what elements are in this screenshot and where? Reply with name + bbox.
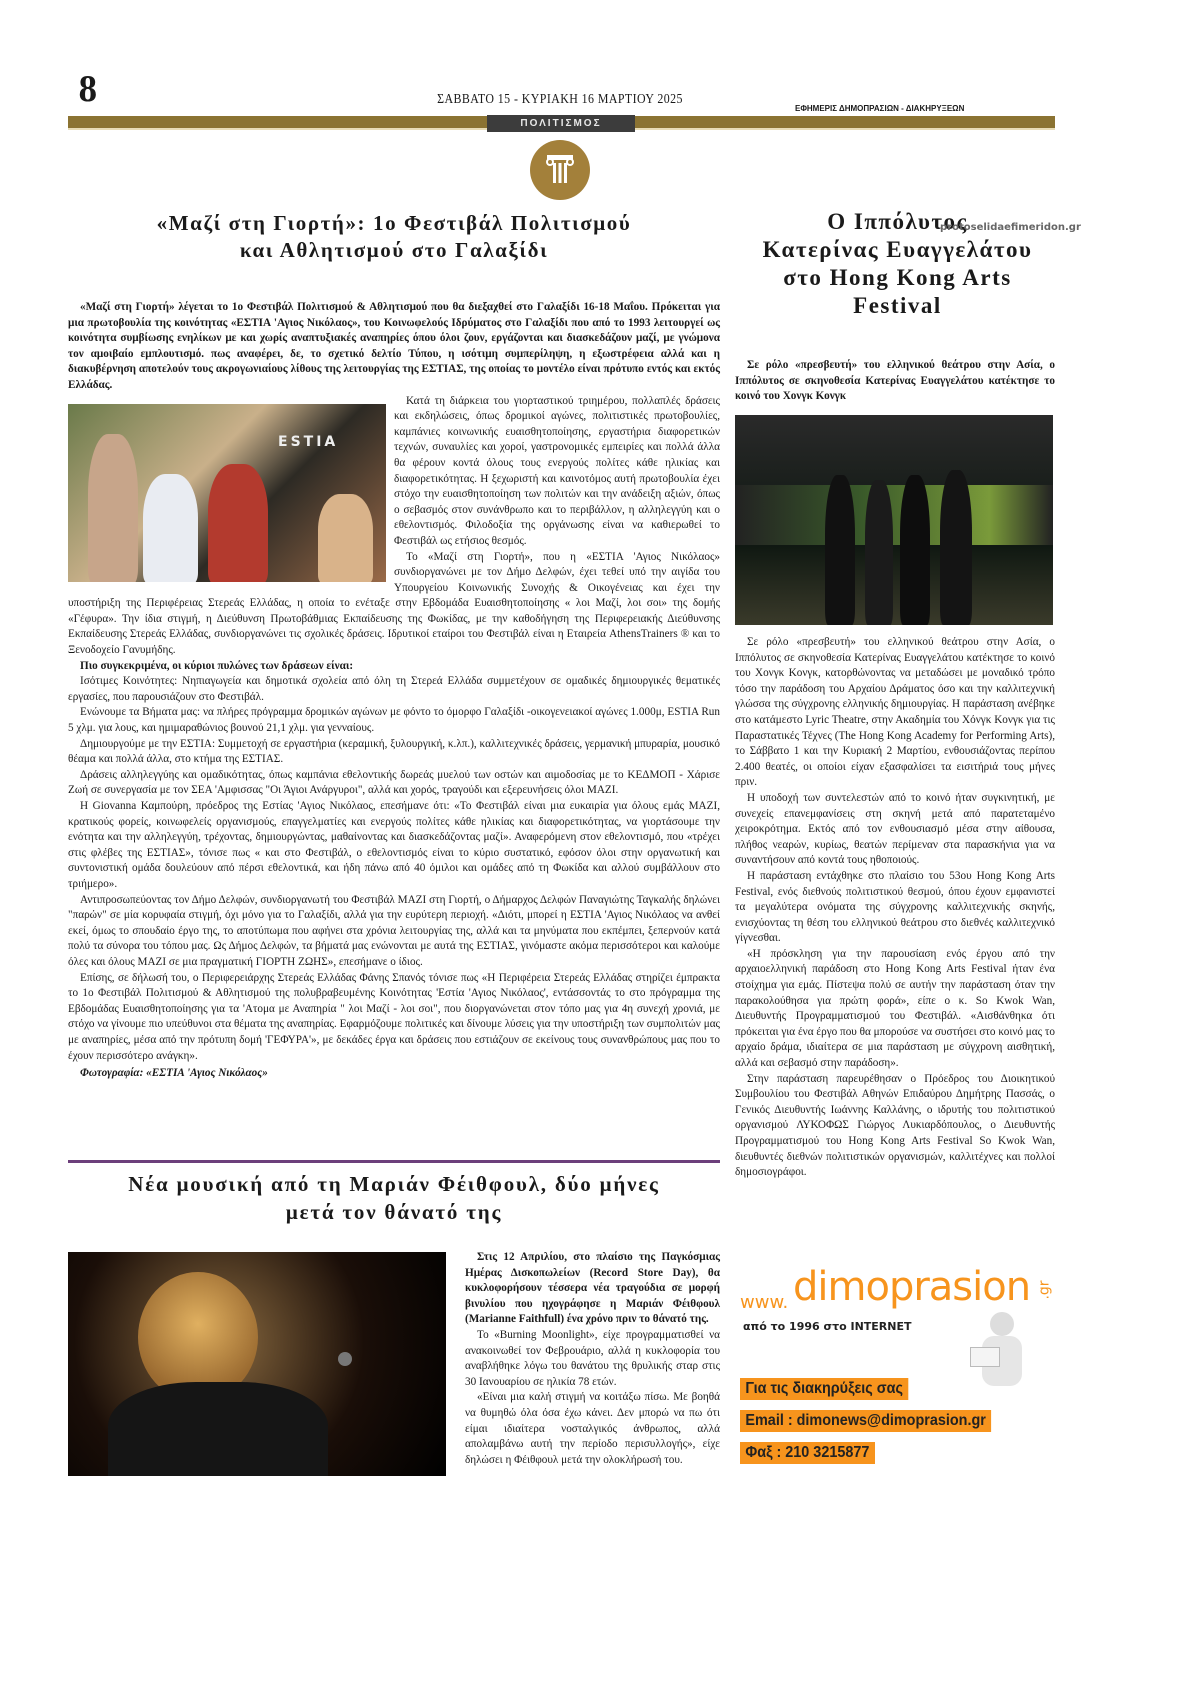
marianne-faithfull-photo xyxy=(68,1252,446,1476)
article1-paragraph: Επίσης, σε δήλωσή του, ο Περιφερειάρχης Στερεάς Ελλάδας Φάνης Σπανός τόνισε πως «Η Περιφέρεια Στερεάς Ελλάδας στηρίζει έμπρακτα το 1ο Φεστιβάλ Πολιτισμού & Αθλητισμού της πολυβραβευμένης Κοινότητας 'Εστία 'Αγιος Νικόλαος', εντάσσοντάς το στο πρόγραμμα της Εβδομάδας Ευαισθητοποίησης για τα 'Ατομα με Αναπηρία " λοι Μαζί - λοι σοι", που διοργανώνεται στον τόπο μας για 4η συνεχή χρονιά, με στόχο να γίνουμε πιο υπεύθυνοι στα θέματα της αναπηρίας. Εφαρμόζουμε πολιτικές και δίνουμε λύσεις για την υποστήριξη των συμπολιτών μας με αναπηρίες, μέσα από την πρότυπη δομή 'ΓΕΦΥΡΑ'», με δεκάδες έργα και δράσεις που εστιάζουν σε εκείνους τους συνανθρώπους μας που το έχουν περισσότερο ανάγκη». xyxy=(68,971,720,1062)
article2-paragraph: «Είναι μια καλή στιγμή να κοιτάξω πίσω. Με βοηθά να θυμηθώ όλα όσα έχω κάνει. Δεν μπορώ να πω ότι είμαι ιδιαίτερα νοσταλγικός άνθρωπος, αλλά απολαμβάνω αυτή την περίοδο περισυλλογής», είχε δηλώσει η Φέιθφουλ μετά την ολοκλήρωσή του. xyxy=(465,1391,720,1466)
ad-fax: Φαξ : 210 3215877 xyxy=(740,1442,875,1464)
ad-tagline: Για τις διακηρύξεις σας xyxy=(740,1378,908,1400)
article3-paragraph: Η παράσταση εντάχθηκε στο πλαίσιο του 53ου Hong Kong Arts Festival, ενός διεθνούς πολιτιστικού θεσμού, όπου έχουν εμφανιστεί τα μεγαλύτερα ονόματα της σύγχρονης καλλιτεχνικής σκηνής, ενισχύοντας τη θέση του ελληνικού θεάτρου στο διεθνές καλλιτεχνικό γίγνεσθαι. xyxy=(735,869,1055,945)
watermark: protoselidaefimeridon.gr xyxy=(940,222,1081,233)
article1-lead: «Μαζί στη Γιορτή» λέγεται το 1ο Φεστιβάλ Πολιτισμού & Αθλητισμού που θα διεξαχθεί στο Γαλαξίδι 16-18 Μαΐου. Πρόκειται για μια πρωτοβουλία της κοινότητας «ΕΣΤΙΑ 'Αγιος Νικόλαος», του Κοινωφελούς Ιδρύματος στο Γαλαξίδι που από το 1993 λειτουργεί ως κοινότητα συμβίωσης ενηλίκων με και χωρίς αναπτυξιακές αναπηρίες όπου όλοι ζουν, εργάζονται και διασκεδάζουν μαζί, με γνώμονα τον αμοιβαίο εμπλουτισμό. πως αναφέρει, δε, το σχετικό δελτίο Τύπου, η ισότιμη συμπερίληψη, η εξωστρέφεια αλλά και η διακυβέρνηση αποτελούν τους ακρογωνιαίους λίθους της λειτουργίας της ΕΣΤΙΑΣ, της οποίας το μοντέλο είναι πρότυπο εντός και εκτός Ελλάδας. xyxy=(68,301,720,391)
article1-body xyxy=(68,300,720,1082)
ad-tld: .gr xyxy=(1036,1280,1053,1300)
ad-email[interactable]: Email : dimonews@dimoprasion.gr xyxy=(740,1410,991,1432)
estia-logo: ESTIA xyxy=(278,433,339,450)
article2-headline: Νέα μουσική από τη Μαριάν Φέιθφουλ, δύο μήνες μετά τον θάνατό της xyxy=(128,1172,660,1224)
article3-lead-text: Σε ρόλο «πρεσβευτή» του ελληνικού θεάτρου στην Ασία, ο Ιππόλυτος σε σκηνοθεσία Κατερίνας Ευαγγελάτου κατέκτησε το κοινό του Χονγκ Κονγκ xyxy=(735,359,1055,403)
article3-lead xyxy=(735,358,1055,405)
article3-paragraph: Σε ρόλο «πρεσβευτή» του ελληνικού θεάτρου στην Ασία, ο Ιππόλυτος σε σκηνοθεσία Κατερίνας Ευαγγελάτου κατέκτησε το κοινό του Χονγκ Κονγκ, κατορθώνοντας να μεταδώσει με μοναδικό τρόπο τόσο την παράδοση του Αρχαίου Δράματος όσο και την καλλιτεχνική γλώσσα της σύγχρονης ελληνικής δημιουργίας. Η παράσταση ανέβηκε στο κατάμεστο Lyric Theatre, στην Ακαδημία του Χόνγκ Κονγκ για τις Παραστατικές Τέχνες (The Hong Kong Academy for Performing Arts), το Σάββατο 1 και την Κυριακή 2 Μαρτίου, ενθουσιάζοντας περίπου 2.400 θεατές, οι οποίοι είχαν εξασφαλίσει τα εισιτήριά τους μήνες πριν. xyxy=(735,636,1055,789)
masthead: ΕΦΗΜΕΡΙΣ ΔΗΜΟΠΡΑΣΙΩΝ - ΔΙΑΚΗΡΥΞΕΩΝ xyxy=(795,104,965,113)
article1-paragraph: Δημιουργούμε με την ΕΣΤΙΑ: Συμμετοχή σε εργαστήρια (κεραμική, ξυλουργική, κ.λπ.), καλλιτεχνικές δράσεις, γερμανική μπυραρία, μουσικό θέαμα και πολλά άλλα, στο κτήμα της ΕΣΤΙΑΣ. xyxy=(68,737,720,766)
article1-paragraph: Δράσεις αλληλεγγύης και ομαδικότητας, όπως καμπάνια εθελοντικής δωρεάς μυελού των οστών και αιμοδοσίας με το ΚΕΔΜΟΠ - Χάρισε Ζωή σε συνεργασία με τον ΣΕΑ 'Αμφισσας "Οι Άγιοι Ανάργυροι", αλλά και χορός, τραγούδι και εξερευνήσεις όλοι ΜΑΖΙ. xyxy=(68,768,720,797)
divider xyxy=(68,1160,720,1163)
article3-body xyxy=(735,635,1055,1181)
ad-www: www. xyxy=(740,1292,789,1313)
article2-paragraph: Το «Burning Moonlight», είχε προγραμματισθεί να ανακοινωθεί τον Φεβρουάριο, αλλά η κυκλοφορία του αναβλήθηκε λόγω του θανάτου της θρυλικής σταρ στις 30 Ιανουαρίου σε ηλικία 78 ετών. xyxy=(465,1328,720,1388)
article1-paragraph: Ισότιμες Κοινότητες: Νηπιαγωγεία και δημοτικά σχολεία από όλη τη Στερεά Ελλάδα συμμετέχουν σε ομαδικές δημιουργικές θεματικές εργασίες, που παρουσιάζουν στο Φεστιβάλ. xyxy=(68,675,720,703)
article3-headline: Ο Ιππόλυτος Κατερίνας Ευαγγελάτου στο Hong Kong Arts Festival xyxy=(762,209,1033,318)
hippolytus-photo xyxy=(735,415,1053,625)
dimoprasion-advertisement[interactable] xyxy=(735,1262,1055,1477)
article1-paragraph: Το «Μαζί στη Γιορτή», που η «ΕΣΤΙΑ 'Αγιος Νικόλαος» συνδιοργανώνει με τον Δήμο Δελφών, έχει τεθεί υπό την αιγίδα του Υπουργείου Κοινωνικής Συνοχής & Οικογένειας και έχει την υποστήριξη της Περιφέρειας Στερεάς Ελλάδας, η οποία το ενέταξε στην Εβδομάδα Ευαισθητοποίησης « λοι Μαζί, λοι σοι» της δομής «Γέφυρα». Την ίδια στιγμή, η Διεύθυνση Πρωτοβάθμιας Εκπαίδευσης της Φωκίδας, με την καθοδήγηση της Περιφερειακής Διεύθυνσης Εκπαίδευσης Στερεάς Ελλάδας, συνδιοργανώνει τις σχολικές δράσεις. Ιδρυτικοί εταίροι του Φεστιβάλ είναι η Εταιρεία AthensTrainers ® και το Ξενοδοχείο Γανυμήδης. xyxy=(68,550,720,657)
article3-paragraph: Στην παράσταση παρευρέθησαν ο Πρόεδρος του Διοικητικού Συμβουλίου του Φεστιβάλ Αθηνών Επιδαύρου Δημήτρης Πασσάς, ο Γενικός Διευθυντής Ιωάννης Καλλάνης, ο ιδρυτής του πολιτιστικού οργανισμού ΛΥΚΟΦΩΣ Γιώργος Λυκιαρδόπουλος, ο Διευθυντής Προγραμματισμού του Hong Kong Arts Festival So Kwok Wan, διευθυντές διεθνών πολιτιστικών οργανισμών, καλλιτέχνες και πολλοί δημοσιογράφοι. xyxy=(735,1072,1055,1179)
section-label: ΠΟΛΙΤΙΣΜΟΣ xyxy=(487,115,635,132)
ad-brand: dimoprasion xyxy=(793,1264,1031,1310)
festival-photo xyxy=(68,404,386,582)
photo-credit: Φωτογραφία: «ΕΣΤΙΑ 'Αγιος Νικόλαος» xyxy=(80,1067,268,1080)
article1-paragraph: Αντιπροσωπεύοντας τον Δήμο Δελφών, συνδιοργανωτή του Φεστιβάλ ΜΑΖΙ στη Γιορτή, ο Δήμαρχος Δελφών Παναγιώτης Ταγκαλής δηλώνει "παρών" σε μία κορυφαία στιγμή, όχι μόνο για το Γαλαξίδι, αλλά για την ευρύτερη περιοχή. «Διότι, μπορεί η ΕΣΤΙΑ 'Αγιος Νικόλαος να ανθεί εκεί, όμως το σπουδαίο έργο της, το αποτύπωμα που αφήνει στα χρόνια λειτουργίας της, αλλά και τα μηνύματα που εκπέμπει, ξεπερνούν κατά πολύ τα σύνορα του τόπου μας. Ως Δήμος Δελφών, τα βήματά μας ενώνονται με αυτά της ΕΣΤΙΑΣ, γινόμαστε ακόμα περισσότεροι και καλούμε όλες και όλους ΜΑΖΙ σε μια πραγματική ΓΙΟΡΤΗ ΖΩΗΣ», επεσήμανε ο ίδιος. xyxy=(68,893,720,968)
article1-paragraph: Ενώνουμε τα Βήματα μας: να πλήρες πρόγραμμα δρομικών αγώνων με φόντο το όμορφο Γαλαξίδι -οικογενειακοί αγώνες 1.000μ, ESTIA Run 5 χλμ. για λους, και ημιμαραθώνιος βουνού 21,1 χλμ. για γενναίους. xyxy=(68,706,720,735)
article1-headline: «Μαζί στη Γιορτή»: 1ο Φεστιβάλ Πολιτισμού και Αθλητισμού στο Γαλαξίδι xyxy=(156,211,632,262)
mail-person-icon xyxy=(970,1312,1030,1402)
article2-lead: Στις 12 Απριλίου, στο πλαίσιο της Παγκόσμιας Ημέρας Δισκοπωλείων (Record Store Day), θα κυκλοφορήσουν τέσσερα νέα τραγούδια σε μορφή βινυλίου που ηχογράφησε η Μαριάν Φέιθφουλ (Marianne Faithfull) ένα χρόνο πριν το θάνατό της. xyxy=(465,1251,720,1326)
article3-paragraph: «Η πρόσκληση για την παρουσίαση ενός έργου από την αρχαιοελληνική παράδοση στο Hong Kong Arts Festival ήταν ένα στοίχημα για εμάς. Πίστεψα πολύ σε αυτήν την παράσταση όταν την παρακολούθησα για πρώτη φορά», είπε ο κ. So Kwok Wan, Διευθυντής Προγραμματισμού του Φεστιβάλ. «Αισθάνθηκα ότι πρόκειται για ένα έργο που θα μπορούσε να συστήσει στο κοινό μας το αρχαίο δράμα, ιδιαίτερα σε μια παράσταση με σύγχρονη αισθητική, αλλά και σεβασμό στην παράδοση». xyxy=(735,947,1055,1070)
page-number: 8 xyxy=(78,70,98,110)
article3-paragraph: Η υποδοχή των συντελεστών από το κοινό ήταν συγκινητική, με συνεχείς επανεμφανίσεις στη σκηνή μετά από παρατεταμένο χειροκρότημα. Εκτός από τον ενθουσιασμό μέσα στην αίθουσα, πλήθος νεαρών, κυρίως, θεατών περίμεναν στα παρασκήνια για να συναντήσουν από κοντά τους ηθοποιούς. xyxy=(735,791,1055,867)
article2-body xyxy=(465,1250,720,1468)
issue-date: ΣΑΒΒΑΤΟ 15 - ΚΥΡΙΑΚΗ 16 ΜΑΡΤΙΟΥ 2025 xyxy=(437,92,683,107)
article1-subhead: Πιο συγκεκριμένα, οι κύριοι πυλώνες των δράσεων είναι: xyxy=(80,659,354,672)
column-icon xyxy=(530,140,590,200)
article1-paragraph: Κατά τη διάρκεια του γιορταστικού τριημέρου, πολλαπλές δράσεις και εκδηλώσεις, όπως δρομικοί αγώνες, πολιτιστικές πρωτοβουλίες, καμπάνιες κοινωνικής ευαισθητοποίησης, εργαστήρια διαφορετικών τεχνών, συναυλίες και χοροί, γαστρονομικές εμπειρίες και πολλά άλλα θα φέρουν κοντά όλους τους ενεργούς πολίτες κάθε ηλικίας και διαφορετικότητας. Η ξεχωριστή και καινοτόμος αυτή πρωτοβουλία έχει στόχο την ευαισθητοποίηση των πολιτών και την ανάδειξη αξιών, όπως ο σεβασμός στον συνάνθρωπο και το περιβάλλον, η αλληλεγγύη και ο εθελοντισμός. Φιλοδοξία της οργάνωσης είναι να καθιερωθεί το Φεστιβάλ ως ετήσιος θεσμός. xyxy=(394,394,720,547)
article1-paragraph: Η Giovanna Καμπούρη, πρόεδρος της Εστίας 'Αγιος Νικόλαος, επεσήμανε ότι: «Το Φεστιβάλ είναι μια ευκαιρία για όλους εμάς ΜΑΖΙ, κρατικούς φορείς, κοινωφελείς οργανισμούς, επαγγελματίες και ενεργούς πολίτες κάθε ηλικίας και διαφορετικότητας, να γιορτάσουμε την ενότητα και την αλληλεγγύη, τρέχοντας, δημιουργώντας, μαθαίνοντας και διασκεδάζοντας μαζί». Αναφερόμενη στον εθελοντισμό, που «τρέχει στις φλέβες της ΕΣΤΙΑΣ», τόνισε πως « και στο Φεστιβάλ, ο εθελοντισμός είναι το κύριο συστατικό, εφόσον όλοι στην οργανωτική και συντονιστική ομάδα δουλεύουν από πέρσι εθελοντικά, και ήδη πάνω από 40 όμιλοι και ομάδες από τη Φωκίδα και αλλού συμβάλλουν στο τριήμερο». xyxy=(68,800,720,890)
ad-since: από το 1996 στο INTERNET xyxy=(743,1320,912,1333)
